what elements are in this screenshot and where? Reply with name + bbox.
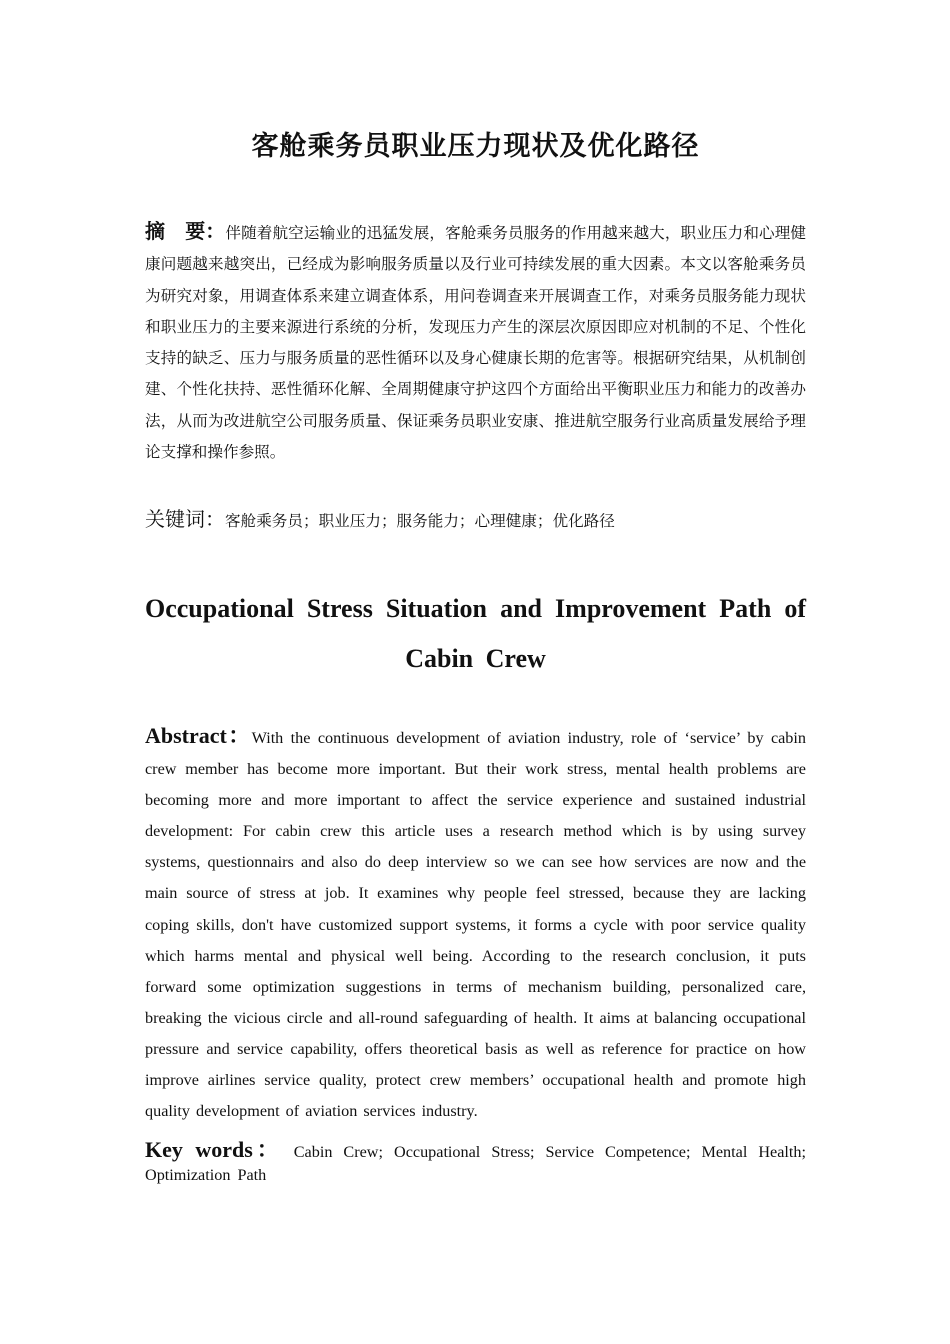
english-keywords-label: Key words： [145,1137,283,1162]
chinese-abstract-label: 摘 要： [145,219,226,243]
chinese-abstract-text: 伴随着航空运输业的迅猛发展，客舱乘务员服务的作用越来越大，职业压力和心理健康问题越来越突出，已经成为影响服务质量以及行业可持续发展的重大因素。本文以客舱乘务员为研究对象，用调查体系来建立调查体系，用问卷调查来开展调查工作，对乘务员服务能力现状和职业压力的主要来源进行系统的分析，发现压力产生的深层次原因即应对机制的不足、个性化支持的缺乏、压力与服务质量的恶性循环以及身心健康长期的危害等。根据研究结果，从机制创建、个性化扶持、恶性循环化解、全周期健康守护这四个方面给出平衡职业压力和能力的改善办法，从而为改进航空公司服务质量、保证乘务员职业安康、推进航空服务行业高质量发展给予理论支撑和操作参照。 [145,224,806,462]
english-title [145,584,806,684]
chinese-abstract [145,216,806,468]
english-keywords-text: Cabin Crew; Occupational Stress; Service Competence; Mental Health; Optimization Path [145,1143,806,1184]
chinese-title: 客舱乘务员职业压力现状及优化路径 [251,131,700,162]
chinese-keywords [145,505,806,535]
english-title-line-1: Occupational Stress Situation and Improvement Path of [145,594,806,623]
english-abstract [145,720,806,1127]
chinese-keywords-text: 客舱乘务员；职业压力；服务能力；心理健康；优化路径 [225,512,615,530]
english-keywords [145,1138,806,1187]
english-abstract-text: With the continuous development of aviation industry, role of ‘service’ by cabin crew member has become more important. But their work stress, mental health problems are becoming more and more important to affect the service experience and sustained industrial development: For cabin crew this article uses a research method which is by using survey systems, questionnairs and also do deep interview so we can see how services are now and the main source of stress at job. It examines why people feel stressed, because they are lacking coping skills, don't have customized support systems, it forms a cycle with poor service quality which harms mental and physical well being. According to the research conclusion, it puts forward some optimization suggestions in terms of mechanism building, personalized care, breaking the vicious circle and all-round safeguarding of health. It aims at balancing occupational pressure and service capability, offers theoretical basis as well as reference for practice on how improve airlines service quality, protect crew members’ occupational health and promote high quality development of aviation services industry. [145,729,806,1121]
english-title-line-2: Cabin Crew [405,644,546,673]
chinese-keywords-label: 关键词： [145,507,225,531]
english-abstract-label: Abstract： [145,723,252,748]
